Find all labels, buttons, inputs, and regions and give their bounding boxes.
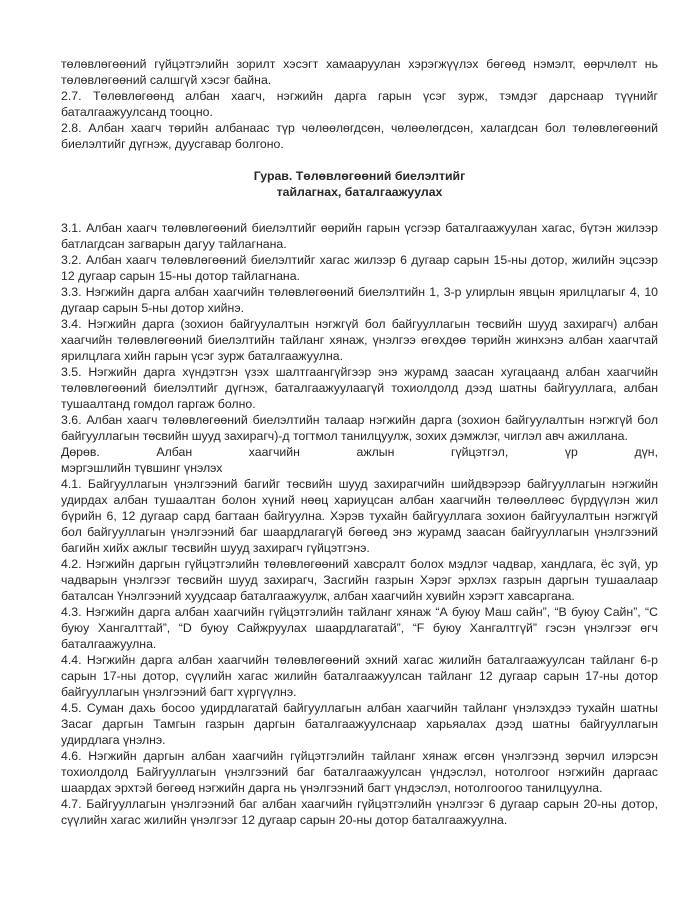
paragraph-4-1: 4.1. Байгууллагын үнэлгээний багийг төсвийн шууд захирагчийн шийдвэрээр байгууллагын нэгжийн удирдах албан тушаалтан болон хүний нөөц хариуцсан албан хаагчийн төлөөллөөс бүрдүүлэн жил бүрийн 6, 12 дугаар сард багтаан байгуулна. Хэрэв тухайн байгууллага зохион байгуулалтын нэгжгүй бол байгууллагын үнэлгээний баг шаардлагагүй бөгөөд энэ журамд заасан байгууллагын үнэлгээний багийн хийх ажлыг төсвийн шууд захирагч гүйцэтгэнэ. bbox=[61, 477, 658, 555]
paragraph-3-6: 3.6. Албан хаагч төлөвлөгөөний биелэлтийн талаар нэгжийн дарга (зохион байгуулалтын нэгжгүй бол байгууллагын төсвийн шууд захирагч)-д тогтмол танилцуулж, зохих дэмжлэг, чиглэл авч ажиллана. bbox=[61, 413, 658, 443]
chapter-3-heading-line2: тайлагнах, баталгаажуулах bbox=[276, 185, 443, 199]
paragraph-4-4: 4.4. Нэгжийн дарга албан хаагчийн төлөвлөгөөний эхний хагас жилийн баталгаажуулсан тайланг 6-р сарын 17-ны дотор, сүүлийн хагас жилийн баталгаажуулсан тайланг 12 дугаар сарын 17-ны дотор байгууллагын үнэлгээний багт хүргүүлнэ. bbox=[61, 653, 658, 699]
paragraph-3-1: 3.1. Албан хаагч төлөвлөгөөний биелэлтийг өөрийн гарын үсгээр баталгаажуулан хагас, бүтэн жилээр батлагдсан загварын дагуу тайлагнана. bbox=[61, 221, 658, 251]
paragraph-4-6: 4.6. Нэгжийн даргын албан хаагчийн гүйцэтгэлийн тайланг хянаж өгсөн үнэлгээнд зөрчил илэрсэн тохиолдолд Байгууллагын үнэлгээний баг баталгаажуулсан үндэслэл, нотолгоог нэгжийн даргаас шаардах эрхтэй бөгөөд нэгжийн дарга нь үнэлгээний багт үндэслэл, нотолгоогоо танилцуулна. bbox=[61, 749, 658, 795]
paragraph-3-2: 3.2. Албан хаагч төлөвлөгөөний биелэлтийг хагас жилээр 6 дугаар сарын 15-ны дотор, жилийн эцсээр 12 дугаар сарын 15-ны дотор тайлагнана. bbox=[61, 253, 658, 283]
paragraph-intro-continuation: төлөвлөгөөний гүйцэтгэлийн зорилт хэсэгт хамааруулан хэрэгжүүлэх бөгөөд нэмэлт, өөрчлөлт нь төлөвлөгөөний салшгүй хэсэг байна. bbox=[61, 57, 658, 87]
paragraph-2-8: 2.8. Албан хаагч төрийн албанаас түр чөлөөлөгдсөн, чөлөөлөгдсөн, халагдсан бол төлөвлөгөөний биелэлтийг дүгнэж, дуусгавар болгоно. bbox=[61, 121, 658, 151]
paragraph-4-5: 4.5. Суман дахь босоо удирдлагатай байгууллагын албан хаагчийн тайланг үнэлэхдээ тухайн шатны Засаг даргын Тамгын газрын даргын баталгаажуулснаар харьяалах дээд шатны байгууллагын удирдлага үнэлнэ. bbox=[61, 701, 658, 747]
paragraph-3-5: 3.5. Нэгжийн дарга хүндэтгэн үзэх шалтгаангүйгээр энэ журамд заасан хугацаанд албан хаагчийн төлөвлөгөөний биелэлтийг дүгнэж, баталгаажуулаагүй тохиолдолд дээд шатны байгууллага, албан тушаалтанд гомдол гаргаж болно. bbox=[61, 365, 658, 411]
chapter-3-heading-line1: Гурав. Төлөвлөгөөний биелэлтийг bbox=[253, 169, 466, 183]
chapter-3-heading bbox=[61, 168, 658, 200]
paragraph-4-3: 4.3. Нэгжийн дарга албан хаагчийн гүйцэтгэлийн тайланг хянаж “А буюу Маш сайн”, “В буюу Сайн”, “С буюу Хангалттай”, “D буюу Сайжруулах шаардлагатай”, “F буюу Хангалтгүй” гэсэн үнэлгээг өгч баталгаажуулна. bbox=[61, 605, 658, 651]
paragraph-3-3: 3.3. Нэгжийн дарга албан хаагчийн төлөвлөгөөний биелэлтийн 1, 3-р улирлын явцын ярилцлагыг 4, 10 дугаар сарын 5-ны дотор хийнэ. bbox=[61, 285, 658, 315]
chapter-4-title-spread-line: Дөрөв. Албан хаагчийн ажлын гүйцэтгэл, үр дүн, bbox=[61, 445, 658, 459]
paragraph-3-4: 3.4. Нэгжийн дарга (зохион байгуулалтын нэгжгүй бол байгууллагын төсвийн шууд захирагч) албан хаагчийн төлөвлөгөөний биелэлтийн тайланг хянаж, үнэлгээ өгөхдөө төрийн жинхэнэ албан хаагчтай ярилцлага хийн гарын үсэг зурж баталгаажуулна. bbox=[61, 317, 658, 363]
chapter-4-title-last-line: мэргэшлийн түвшинг үнэлэх bbox=[61, 461, 223, 475]
paragraph-4-2: 4.2. Нэгжийн даргын гүйцэтгэлийн төлөвлөгөөний хавсралт болох мэдлэг чадвар, хандлага, ёс зүй, ур чадварын үнэлгээг төсвийн шууд захирагч, Засгийн газрын Хэрэг эрхлэх газрын даргын тушаалаар баталсан Үнэлгээний хуудсаар баталгаажуулж, албан хаагчийн хувийн хэрэгт хавсаргана. bbox=[61, 557, 658, 603]
paragraph-2-7: 2.7. Төлөвлөгөөнд албан хаагч, нэгжийн дарга гарын үсэг зурж, тэмдэг дарснаар түүнийг баталгаажуулсанд тооцно. bbox=[61, 89, 658, 119]
paragraph-4-7: 4.7. Байгууллагын үнэлгээний баг албан хаагчийн гүйцэтгэлийн үнэлгээг 6 дугаар сарын 20-ны дотор, сүүлийн хагас жилийн үнэлгээг 12 дугаар сарын 20-ны дотор баталгаажуулна. bbox=[61, 797, 658, 827]
